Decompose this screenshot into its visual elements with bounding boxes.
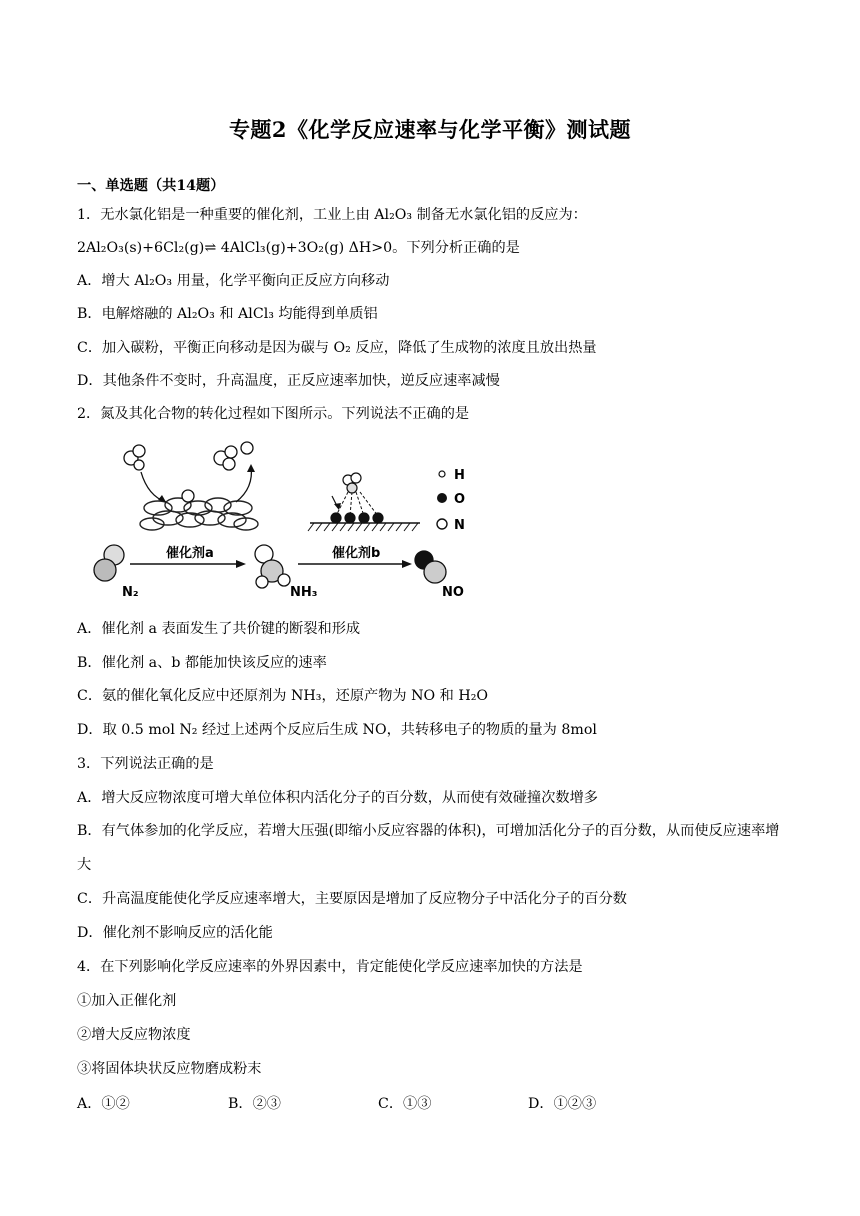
catalyst-b-surface: [308, 473, 420, 531]
q4-option-c: C．①③: [378, 1096, 432, 1112]
q4-item-1: ①加入正催化剂: [77, 993, 177, 1009]
adsorbed-molecules: [124, 442, 253, 502]
n2-molecule: [94, 545, 124, 581]
q3-option-b: B．有气体参加的化学反应，若增大压强(即缩小反应容器的体积)，可增加活化分子的百分数，从而使反应速率增大: [77, 823, 780, 873]
q1-option-d: D．其他条件不变时，升高温度，正反应速率加快，逆反应速率减慢: [77, 373, 500, 389]
catalyst-b-label: 催化剂b: [332, 546, 381, 561]
nh3-molecule: [255, 545, 290, 588]
legend-n-label: N: [454, 518, 465, 533]
n2-label: N₂: [122, 585, 139, 600]
legend-h-label: H: [454, 468, 465, 483]
document-title: 专题2《化学反应速率与化学平衡》测试题: [228, 117, 632, 142]
q2-option-c: C．氨的催化氧化反应中还原剂为 NH₃，还原产物为 NO 和 H₂O: [77, 688, 489, 704]
q3-option-d: D．催化剂不影响反应的活化能: [77, 925, 273, 941]
q1-option-b: B．电解熔融的 Al₂O₃ 和 AlCl₃ 均能得到单质铝: [77, 306, 378, 322]
catalyst-a-surface: [140, 498, 258, 530]
q1-option-a: A．增大 Al₂O₃ 用量，化学平衡向正反应方向移动: [77, 273, 390, 289]
q2-option-d: D．取 0.5 mol N₂ 经过上述两个反应后生成 NO，共转移电子的物质的量为 8mol: [77, 722, 597, 738]
nitrogen-conversion-figure: [86, 436, 476, 606]
q3-option-c: C．升高温度能使化学反应速率增大，主要原因是增加了反应物分子中活化分子的百分数: [77, 891, 627, 907]
q4-option-b: B．②③: [228, 1096, 281, 1112]
q4-item-3: ③将固体块状反应物磨成粉末: [77, 1061, 262, 1077]
no-label: NO: [442, 585, 464, 600]
catalyst-a-label: 催化剂a: [166, 546, 214, 561]
no-molecule: [415, 551, 446, 583]
q2-option-b: B．催化剂 a、b 都能加快该反应的速率: [77, 655, 327, 671]
q2-option-a: A．催化剂 a 表面发生了共价键的断裂和形成: [77, 621, 361, 637]
q1-stem: 1．无水氯化铝是一种重要的催化剂，工业上由 Al₂O₃ 制备无水氯化铝的反应为：: [77, 207, 587, 223]
atom-legend: [437, 468, 465, 533]
q1-equation: 2Al₂O₃(s)+6Cl₂(g)⇌ 4AlCl₃(g)+3O₂(g) ΔH>0。下列分析正确的是: [77, 240, 520, 256]
legend-o-label: O: [454, 492, 466, 507]
q1-option-c: C．加入碳粉，平衡正向移动是因为碳与 O₂ 反应，降低了生成物的浓度且放出热量: [77, 340, 597, 356]
q3-option-a: A．增大反应物浓度可增大单位体积内活化分子的百分数，从而使有效碰撞次数增多: [77, 790, 598, 806]
q3-stem: 3．下列说法正确的是: [77, 756, 214, 772]
q4-option-d: D．①②③: [528, 1096, 597, 1112]
nh3-label: NH₃: [290, 585, 318, 600]
q4-item-2: ②增大反应物浓度: [77, 1027, 191, 1043]
section-heading: 一、单选题（共14题）: [77, 178, 225, 194]
q2-stem: 2．氮及其化合物的转化过程如下图所示。下列说法不正确的是: [77, 406, 470, 422]
q4-stem: 4．在下列影响化学反应速率的外界因素中，肯定能使化学反应速率加快的方法是: [77, 959, 583, 975]
q4-option-a: A．①②: [77, 1096, 130, 1112]
